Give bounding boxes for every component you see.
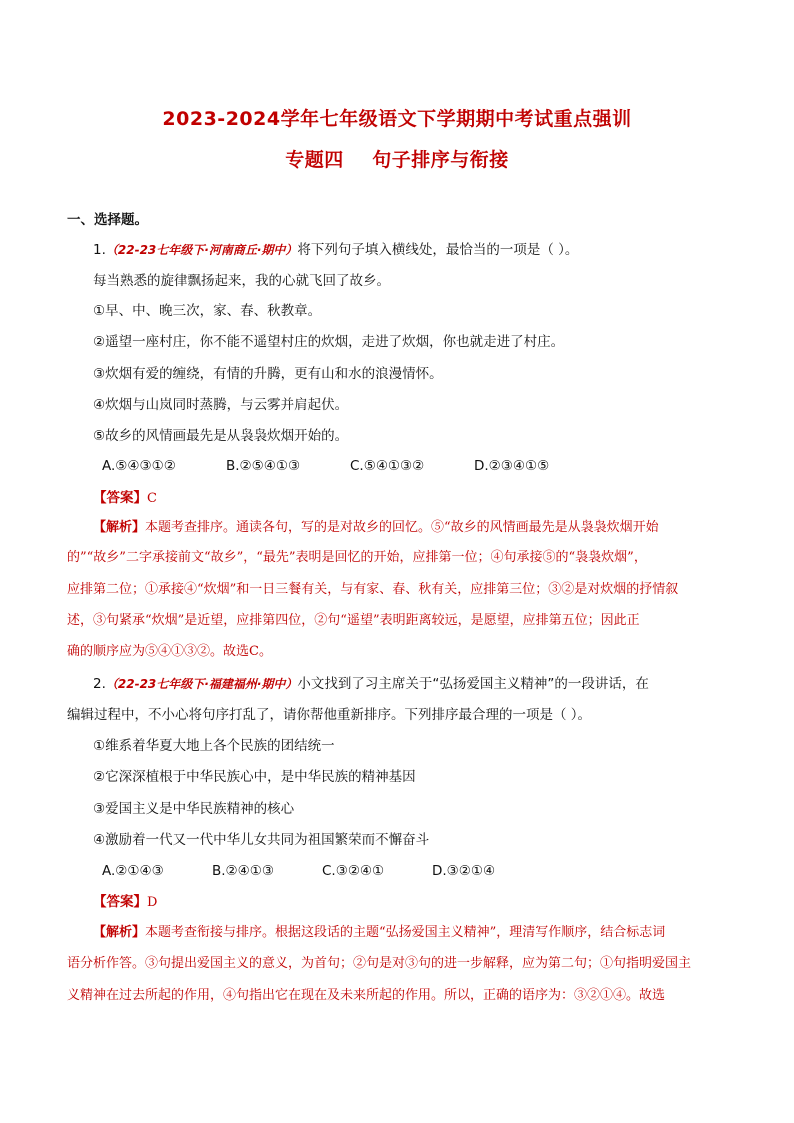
option-d: D.②③④①⑤: [474, 458, 550, 474]
question-source: （22-23七年级下·福建福州·期中）: [105, 677, 298, 691]
analysis-label: 【解析】: [93, 925, 146, 940]
option-d: D.③②①④: [432, 863, 496, 879]
analysis-line: 应排第二位；①承接④“炊烟”和一日三餐有关，与有家、春、秋有关，应排第三位；③②是对炊烟的抒情叙: [67, 582, 679, 597]
answer-value: C: [147, 491, 157, 506]
sentence-item: ⑤故乡的风情画最先是从袅袅炊烟开始的。: [93, 428, 349, 444]
sentence-item: ①维系着华夏大地上各个民族的团结统一: [93, 738, 335, 754]
analysis-line: 语分析作答。③句提出爱国主义的意义，为首句；②句是对③句的进一步解释，应为第二句；①句指明爱国主: [67, 956, 692, 971]
option-b: B.②⑤④①③: [226, 458, 301, 474]
analysis-line: 义精神在过去所起的作用，④句指出它在现在及未来所起的作用。所以，正确的语序为：③②①④。故选: [67, 988, 666, 1003]
option-a: A.②①④③: [102, 863, 164, 879]
document-subtitle: 专题四 句子排序与衔接: [285, 149, 509, 171]
analysis-line: 确的顺序应为⑤④①③②。故选C。: [67, 644, 272, 659]
analysis-label: 【解析】: [93, 520, 146, 535]
answer-label: 【答案】: [93, 490, 147, 506]
analysis-line: 的”“故乡”二字承接前文“故乡”，“最先”表明是回忆的开始，应排第一位；④句承接⑤的“袅袅炊烟”，: [67, 550, 647, 565]
option-c: C.③②④①: [322, 863, 385, 879]
answer-value: D: [147, 895, 158, 910]
question-source: （22-23七年级下·河南商丘·期中）: [105, 243, 298, 257]
sentence-item: ③爱国主义是中华民族精神的核心: [93, 801, 295, 817]
answer-label: 【答案】: [93, 894, 147, 910]
question-text: 将下列句子填入横线处，最恰当的一项是（ ）。: [297, 242, 579, 258]
document-title: 2023-2024学年七年级语文下学期期中考试重点强训: [162, 108, 632, 130]
question-text: 小文找到了习主席关于“弘扬爱国主义精神”的一段讲话，在: [297, 676, 649, 692]
question-number: 2.: [93, 676, 106, 692]
option-a: A.⑤④③①②: [102, 458, 176, 474]
analysis-line: 【解析】本题考查衔接与排序。根据这段话的主题“弘扬爱国主义精神”，理清写作顺序，结合标志词: [93, 925, 666, 940]
question-2-options: [102, 862, 495, 880]
question-number: 1.: [93, 242, 106, 258]
question-2-stem: [93, 675, 649, 693]
question-1-options: [102, 457, 549, 475]
question-1-intro: 每当熟悉的旋律飘扬起来，我的心就飞回了故乡。: [93, 273, 390, 289]
sentence-item: ③炊烟有爱的缠绕，有情的升腾，更有山和水的浪漫情怀。: [93, 366, 443, 382]
sentence-item: ①早、中、晚三次，家、春、秋教章。: [93, 303, 322, 319]
section-heading: 一、选择题。: [67, 212, 148, 228]
question-2-stem-continued: 编辑过程中，不小心将句序打乱了，请你帮他重新排序。下列排序最合理的一项是（ ）。: [67, 707, 592, 723]
question-2-answer: [93, 893, 157, 912]
analysis-line: 述，③句紧承“炊烟”是近望，应排第四位，②句“遥望”表明距离较远，是愿望，应排第五位；因此正: [67, 613, 640, 628]
analysis-line: 【解析】本题考查排序。通读各句，写的是对故乡的回忆。⑤“故乡的风情画最先是从袅袅炊烟开始: [93, 520, 659, 535]
option-b: B.②④①③: [212, 863, 274, 879]
question-1-answer: [93, 489, 157, 508]
sentence-item: ④激励着一代又一代中华儿女共同为祖国繁荣而不懈奋斗: [93, 832, 430, 848]
sentence-item: ②遥望一座村庄，你不能不遥望村庄的炊烟，走进了炊烟，你也就走进了村庄。: [93, 334, 565, 350]
sentence-item: ④炊烟与山岚同时蒸腾，与云雾并肩起伏。: [93, 397, 349, 413]
question-1-stem: [93, 241, 578, 259]
option-c: C.⑤④①③②: [350, 458, 425, 474]
sentence-item: ②它深深植根于中华民族心中，是中华民族的精神基因: [93, 769, 416, 785]
